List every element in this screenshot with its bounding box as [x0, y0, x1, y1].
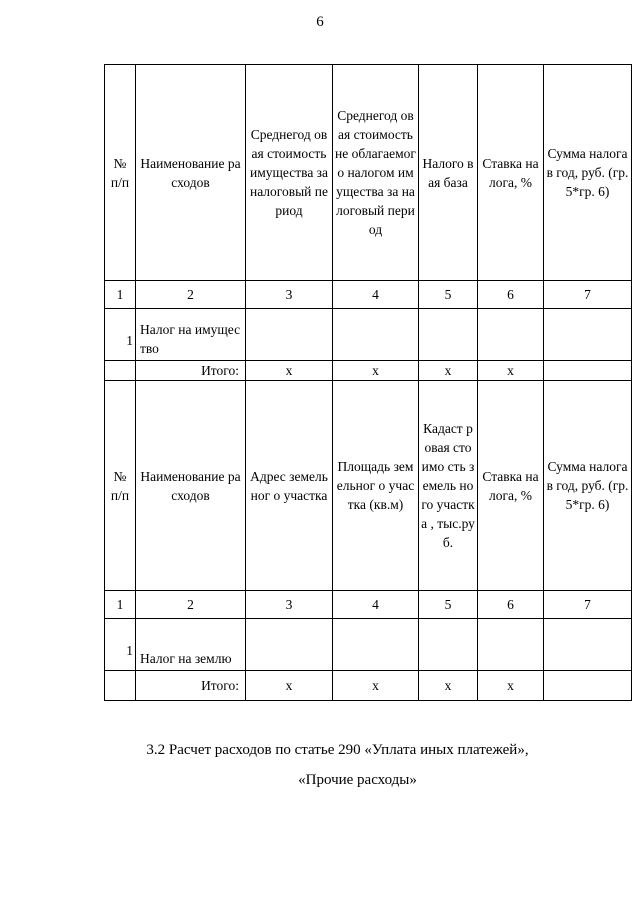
header-cell: Ставка налога, %: [478, 65, 544, 281]
header-cell: Наименование расходов: [136, 65, 246, 281]
value-cell: [478, 309, 544, 361]
header-cell: № п/п: [105, 381, 136, 591]
section-subheading: «Прочие расходы»: [298, 772, 417, 788]
section-heading: 3.2 Расчет расходов по статье 290 «Уплата иных платежей»,: [146, 742, 529, 758]
column-number: 3: [246, 281, 333, 309]
land-tax-header-row: [105, 381, 632, 591]
total-cell: x: [246, 671, 333, 701]
column-number: 4: [333, 591, 419, 619]
value-cell: [544, 619, 632, 671]
total-cell: x: [246, 361, 333, 381]
header-cell: Кадаст ровая стоимо сть земель ного участка , тыс.ру б.: [419, 381, 478, 591]
column-number: 6: [478, 591, 544, 619]
value-cell: [333, 309, 419, 361]
header-cell: Сумма налога в год, руб. (гр.5*гр. 6): [544, 65, 632, 281]
land-tax-row: [105, 619, 632, 671]
column-number: 3: [246, 591, 333, 619]
total-cell: x: [333, 361, 419, 381]
column-number: 1: [105, 281, 136, 309]
column-number: 4: [333, 281, 419, 309]
header-cell: Ставка налога, %: [478, 381, 544, 591]
column-number: 5: [419, 591, 478, 619]
header-cell: № п/п: [105, 65, 136, 281]
header-cell: Сумма налога в год, руб. (гр.5*гр. 6): [544, 381, 632, 591]
header-cell: Наименование расходов: [136, 381, 246, 591]
property-tax-total-row: [105, 361, 632, 381]
column-number-row: [105, 281, 632, 309]
total-label: Итого:: [136, 671, 246, 701]
column-number: 7: [544, 591, 632, 619]
header-cell: Среднегод овая стоимость не облагаемог о налогом имущества за налоговый период: [333, 65, 419, 281]
column-number: 6: [478, 281, 544, 309]
total-cell: x: [478, 361, 544, 381]
expense-name: Налог на имущество: [136, 309, 246, 361]
expense-name: Налог на землю: [136, 619, 246, 671]
value-cell: [333, 619, 419, 671]
column-number: 2: [136, 591, 246, 619]
total-cell: [544, 361, 632, 381]
property-tax-header-row: [105, 65, 632, 281]
header-cell: Адрес земельног о участка: [246, 381, 333, 591]
column-number: 2: [136, 281, 246, 309]
value-cell: [246, 309, 333, 361]
row-number: 1: [105, 619, 136, 671]
total-cell: x: [419, 361, 478, 381]
value-cell: [419, 309, 478, 361]
header-cell: Площадь земельног о участка (кв.м): [333, 381, 419, 591]
column-number: 1: [105, 591, 136, 619]
value-cell: [544, 309, 632, 361]
value-cell: [246, 619, 333, 671]
land-tax-total-row: [105, 671, 632, 701]
value-cell: [419, 619, 478, 671]
column-number-row: [105, 591, 632, 619]
header-cell: Среднегод овая стоимость имущества за налоговый период: [246, 65, 333, 281]
total-cell: x: [333, 671, 419, 701]
value-cell: [478, 619, 544, 671]
column-number: 7: [544, 281, 632, 309]
total-cell: x: [478, 671, 544, 701]
total-cell: x: [419, 671, 478, 701]
header-cell: Налого вая база: [419, 65, 478, 281]
page-number: 6: [316, 14, 324, 30]
tax-calculation-table: [104, 64, 632, 701]
column-number: 5: [419, 281, 478, 309]
row-number: 1: [105, 309, 136, 361]
property-tax-row: [105, 309, 632, 361]
total-label: Итого:: [136, 361, 246, 381]
total-cell: [544, 671, 632, 701]
